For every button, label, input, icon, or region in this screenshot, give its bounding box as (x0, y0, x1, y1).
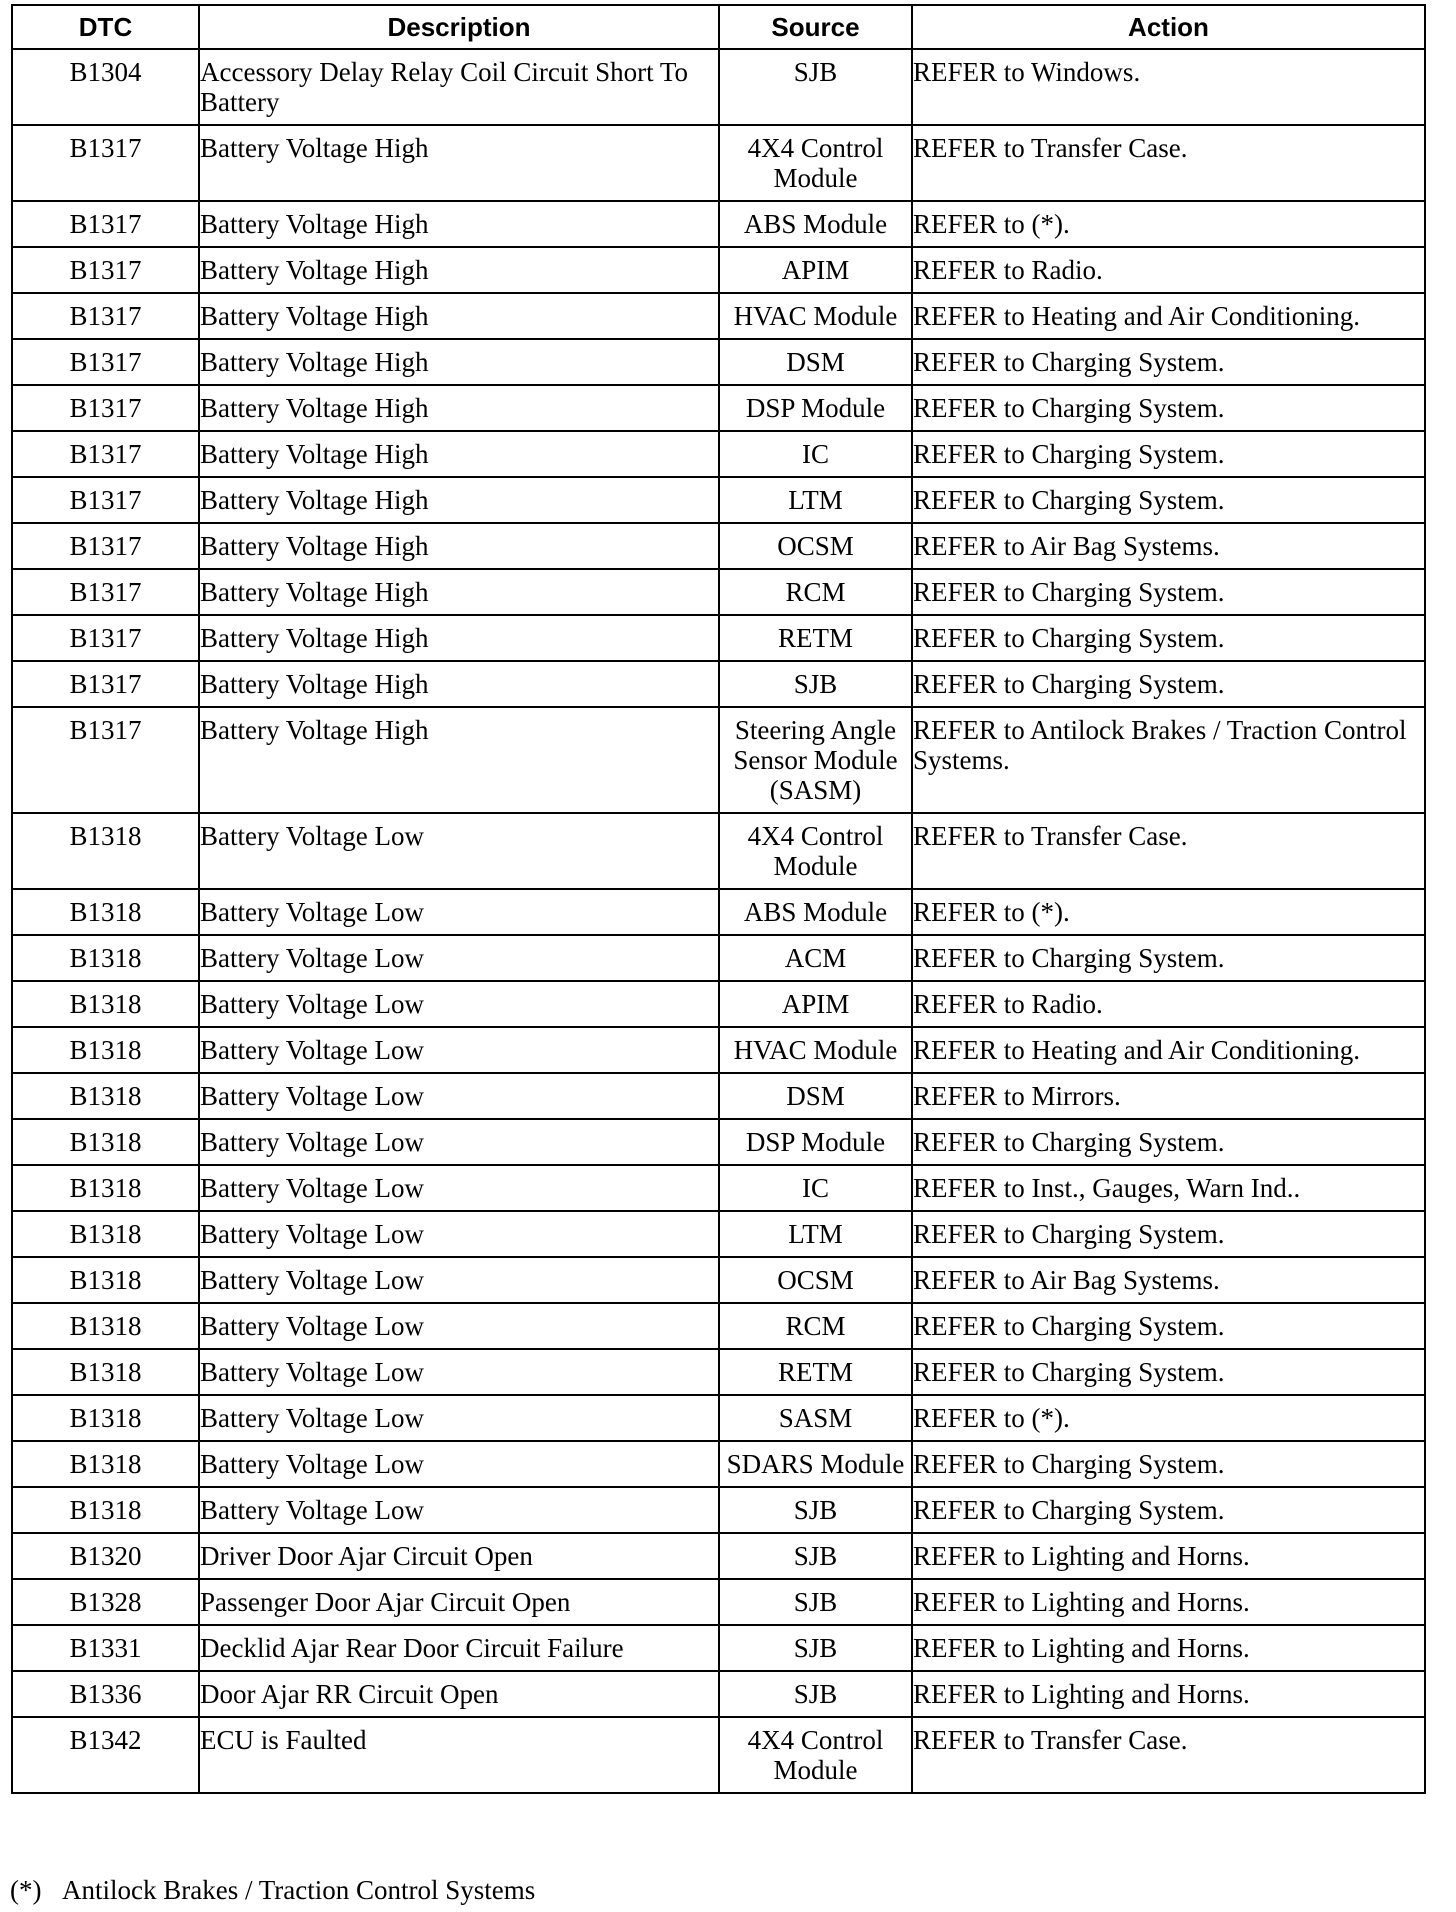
cell-action: REFER to Charging System. (912, 1487, 1425, 1533)
footnote-text: Antilock Brakes / Traction Control Systems (62, 1875, 536, 1905)
cell-dtc: B1317 (12, 431, 199, 477)
cell-description: Battery Voltage Low (199, 1119, 719, 1165)
table-row (12, 1165, 1425, 1211)
cell-description: Battery Voltage Low (199, 935, 719, 981)
cell-description: Battery Voltage High (199, 125, 719, 201)
cell-dtc: B1317 (12, 385, 199, 431)
table-row (12, 981, 1425, 1027)
cell-action: REFER to Charging System. (912, 935, 1425, 981)
cell-source: OCSM (719, 523, 912, 569)
cell-description: Battery Voltage Low (199, 981, 719, 1027)
cell-dtc: B1317 (12, 661, 199, 707)
cell-source: SJB (719, 49, 912, 125)
cell-description: Battery Voltage Low (199, 889, 719, 935)
table-row (12, 1303, 1425, 1349)
cell-source: APIM (719, 981, 912, 1027)
cell-source: IC (719, 431, 912, 477)
cell-source: IC (719, 1165, 912, 1211)
cell-action: REFER to Air Bag Systems. (912, 1257, 1425, 1303)
cell-action: REFER to Lighting and Horns. (912, 1579, 1425, 1625)
cell-source: SASM (719, 1395, 912, 1441)
table-row (12, 661, 1425, 707)
cell-action: REFER to Antilock Brakes / Traction Control Systems. (912, 707, 1425, 813)
cell-action: REFER to Lighting and Horns. (912, 1671, 1425, 1717)
table-row (12, 125, 1425, 201)
cell-dtc: B1317 (12, 125, 199, 201)
cell-dtc: B1317 (12, 201, 199, 247)
cell-source: ACM (719, 935, 912, 981)
table-row (12, 569, 1425, 615)
cell-dtc: B1328 (12, 1579, 199, 1625)
cell-dtc: B1317 (12, 247, 199, 293)
cell-description: ECU is Faulted (199, 1717, 719, 1793)
table-row (12, 247, 1425, 293)
table-row (12, 1671, 1425, 1717)
cell-source: RETM (719, 615, 912, 661)
table-row (12, 477, 1425, 523)
table-row (12, 1533, 1425, 1579)
cell-description: Battery Voltage Low (199, 1441, 719, 1487)
cell-action: REFER to Windows. (912, 49, 1425, 125)
cell-dtc: B1318 (12, 1027, 199, 1073)
cell-dtc: B1318 (12, 1487, 199, 1533)
cell-action: REFER to (*). (912, 201, 1425, 247)
cell-description: Battery Voltage High (199, 707, 719, 813)
cell-dtc: B1318 (12, 981, 199, 1027)
dtc-table (11, 4, 1426, 1794)
footnote (10, 1874, 535, 1906)
table-row (12, 201, 1425, 247)
header-dtc: DTC (12, 5, 199, 49)
table-row (12, 385, 1425, 431)
cell-source: SJB (719, 1671, 912, 1717)
cell-description: Battery Voltage Low (199, 1027, 719, 1073)
cell-dtc: B1317 (12, 477, 199, 523)
cell-source: DSM (719, 339, 912, 385)
cell-description: Battery Voltage Low (199, 1211, 719, 1257)
cell-source: RCM (719, 1303, 912, 1349)
cell-description: Battery Voltage Low (199, 1257, 719, 1303)
table-row (12, 1073, 1425, 1119)
table-row (12, 431, 1425, 477)
cell-action: REFER to (*). (912, 889, 1425, 935)
cell-source: SJB (719, 1533, 912, 1579)
table-row (12, 339, 1425, 385)
cell-action: REFER to Lighting and Horns. (912, 1625, 1425, 1671)
cell-dtc: B1317 (12, 293, 199, 339)
cell-source: ABS Module (719, 889, 912, 935)
header-action: Action (912, 5, 1425, 49)
cell-description: Decklid Ajar Rear Door Circuit Failure (199, 1625, 719, 1671)
cell-dtc: B1318 (12, 1211, 199, 1257)
header-source: Source (719, 5, 912, 49)
cell-action: REFER to Charging System. (912, 1441, 1425, 1487)
cell-source: SDARS Module (719, 1441, 912, 1487)
cell-dtc: B1318 (12, 813, 199, 889)
table-row (12, 615, 1425, 661)
cell-action: REFER to Charging System. (912, 1349, 1425, 1395)
cell-source: HVAC Module (719, 1027, 912, 1073)
cell-dtc: B1320 (12, 1533, 199, 1579)
cell-dtc: B1304 (12, 49, 199, 125)
cell-source: LTM (719, 477, 912, 523)
cell-dtc: B1317 (12, 615, 199, 661)
cell-description: Battery Voltage High (199, 431, 719, 477)
cell-dtc: B1318 (12, 1441, 199, 1487)
cell-description: Battery Voltage Low (199, 1165, 719, 1211)
cell-dtc: B1318 (12, 1349, 199, 1395)
cell-description: Battery Voltage High (199, 523, 719, 569)
cell-dtc: B1331 (12, 1625, 199, 1671)
cell-source: SJB (719, 1625, 912, 1671)
cell-source: DSM (719, 1073, 912, 1119)
cell-action: REFER to Charging System. (912, 661, 1425, 707)
cell-action: REFER to Charging System. (912, 385, 1425, 431)
cell-action: REFER to Charging System. (912, 1303, 1425, 1349)
cell-description: Battery Voltage High (199, 661, 719, 707)
cell-dtc: B1317 (12, 707, 199, 813)
cell-source: APIM (719, 247, 912, 293)
cell-dtc: B1318 (12, 1119, 199, 1165)
cell-description: Battery Voltage High (199, 569, 719, 615)
table-row (12, 1395, 1425, 1441)
cell-description: Battery Voltage High (199, 293, 719, 339)
cell-source: OCSM (719, 1257, 912, 1303)
table-row (12, 1211, 1425, 1257)
table-body (12, 49, 1425, 1793)
cell-action: REFER to Charging System. (912, 477, 1425, 523)
cell-dtc: B1318 (12, 1257, 199, 1303)
cell-dtc: B1318 (12, 1165, 199, 1211)
cell-action: REFER to Mirrors. (912, 1073, 1425, 1119)
cell-action: REFER to Transfer Case. (912, 1717, 1425, 1793)
cell-description: Accessory Delay Relay Coil Circuit Short To Battery (199, 49, 719, 125)
cell-action: REFER to Charging System. (912, 1119, 1425, 1165)
footnote-marker: (*) (10, 1875, 42, 1905)
table-row (12, 49, 1425, 125)
cell-source: LTM (719, 1211, 912, 1257)
cell-dtc: B1318 (12, 1395, 199, 1441)
table-row (12, 935, 1425, 981)
table-row (12, 1349, 1425, 1395)
table-row (12, 1487, 1425, 1533)
cell-dtc: B1336 (12, 1671, 199, 1717)
cell-action: REFER to Heating and Air Conditioning. (912, 1027, 1425, 1073)
table-row (12, 1717, 1425, 1793)
cell-description: Passenger Door Ajar Circuit Open (199, 1579, 719, 1625)
cell-dtc: B1318 (12, 1073, 199, 1119)
cell-action: REFER to Charging System. (912, 615, 1425, 661)
cell-description: Battery Voltage Low (199, 1349, 719, 1395)
cell-description: Battery Voltage Low (199, 813, 719, 889)
table-row (12, 523, 1425, 569)
cell-source: HVAC Module (719, 293, 912, 339)
table-header-row (12, 5, 1425, 49)
table-row (12, 293, 1425, 339)
cell-source: Steering Angle Sensor Module (SASM) (719, 707, 912, 813)
cell-action: REFER to (*). (912, 1395, 1425, 1441)
cell-action: REFER to Charging System. (912, 1211, 1425, 1257)
cell-dtc: B1317 (12, 339, 199, 385)
cell-description: Door Ajar RR Circuit Open (199, 1671, 719, 1717)
cell-description: Battery Voltage High (199, 339, 719, 385)
cell-action: REFER to Radio. (912, 981, 1425, 1027)
table-row (12, 1441, 1425, 1487)
cell-action: REFER to Transfer Case. (912, 813, 1425, 889)
cell-source: DSP Module (719, 385, 912, 431)
cell-action: REFER to Transfer Case. (912, 125, 1425, 201)
cell-action: REFER to Charging System. (912, 431, 1425, 477)
table-row (12, 1257, 1425, 1303)
cell-description: Driver Door Ajar Circuit Open (199, 1533, 719, 1579)
cell-action: REFER to Air Bag Systems. (912, 523, 1425, 569)
cell-description: Battery Voltage High (199, 385, 719, 431)
table-row (12, 889, 1425, 935)
cell-source: 4X4 Control Module (719, 813, 912, 889)
cell-source: 4X4 Control Module (719, 125, 912, 201)
table-row (12, 1027, 1425, 1073)
cell-description: Battery Voltage Low (199, 1487, 719, 1533)
table-row (12, 1625, 1425, 1671)
cell-description: Battery Voltage Low (199, 1303, 719, 1349)
cell-description: Battery Voltage High (199, 615, 719, 661)
table-row (12, 813, 1425, 889)
cell-source: SJB (719, 661, 912, 707)
cell-dtc: B1318 (12, 935, 199, 981)
cell-description: Battery Voltage High (199, 201, 719, 247)
cell-description: Battery Voltage Low (199, 1395, 719, 1441)
cell-action: REFER to Charging System. (912, 569, 1425, 615)
cell-dtc: B1342 (12, 1717, 199, 1793)
cell-dtc: B1318 (12, 1303, 199, 1349)
cell-dtc: B1317 (12, 523, 199, 569)
cell-action: REFER to Radio. (912, 247, 1425, 293)
cell-action: REFER to Inst., Gauges, Warn Ind.. (912, 1165, 1425, 1211)
cell-dtc: B1317 (12, 569, 199, 615)
cell-action: REFER to Heating and Air Conditioning. (912, 293, 1425, 339)
table-row (12, 1119, 1425, 1165)
cell-source: SJB (719, 1487, 912, 1533)
cell-source: 4X4 Control Module (719, 1717, 912, 1793)
cell-action: REFER to Lighting and Horns. (912, 1533, 1425, 1579)
cell-description: Battery Voltage High (199, 247, 719, 293)
table-row (12, 1579, 1425, 1625)
cell-source: ABS Module (719, 201, 912, 247)
cell-source: DSP Module (719, 1119, 912, 1165)
header-description: Description (199, 5, 719, 49)
table-row (12, 707, 1425, 813)
cell-description: Battery Voltage High (199, 477, 719, 523)
cell-source: RETM (719, 1349, 912, 1395)
cell-source: RCM (719, 569, 912, 615)
cell-dtc: B1318 (12, 889, 199, 935)
cell-source: SJB (719, 1579, 912, 1625)
cell-action: REFER to Charging System. (912, 339, 1425, 385)
cell-description: Battery Voltage Low (199, 1073, 719, 1119)
